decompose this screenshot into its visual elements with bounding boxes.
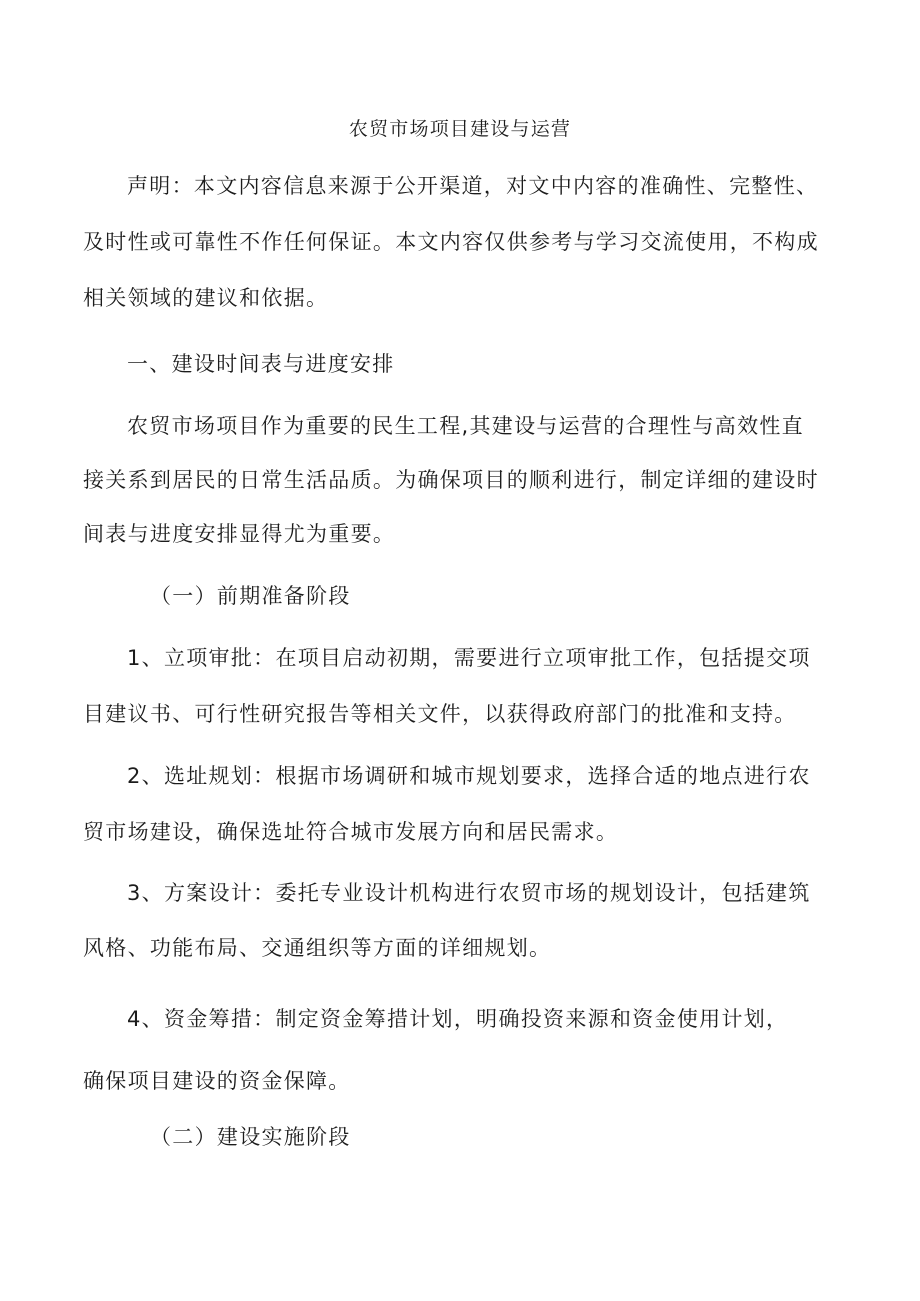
item-4-line-1: 4、资金筹措：制定资金筹措计划，明确投资来源和资金使用计划， [127, 1007, 789, 1031]
section-1-intro-line-2: 接关系到居民的日常生活品质。为确保项目的顺利进行，制定详细的建设时 [83, 468, 819, 492]
section-1-intro-line-1: 农贸市场项目作为重要的民生工程,其建设与运营的合理性与高效性直 [127, 414, 804, 438]
section-1-intro-line-3: 间表与进度安排显得尤为重要。 [83, 522, 396, 546]
item-2-line-1: 2、选址规划：根据市场调研和城市规划要求，选择合适的地点进行农 [127, 764, 811, 788]
section-1-heading: 一、建设时间表与进度安排 [127, 352, 395, 376]
disclaimer-line-3: 相关领域的建议和依据。 [83, 286, 329, 310]
disclaimer-line-2: 及时性或可靠性不作任何保证。本文内容仅供参考与学习交流使用，不构成 [83, 230, 819, 254]
disclaimer-line-1: 声明：本文内容信息来源于公开渠道，对文中内容的准确性、完整性、 [127, 174, 819, 198]
item-3-line-2: 风格、功能布局、交通组织等方面的详细规划。 [83, 936, 552, 960]
item-2-line-2: 贸市场建设，确保选址符合城市发展方向和居民需求。 [83, 820, 619, 844]
item-1-line-2: 目建议书、可行性研究报告等相关文件，以获得政府部门的批准和支持。 [83, 702, 797, 726]
item-4-line-2: 确保项目建设的资金保障。 [83, 1069, 351, 1093]
item-3-line-1: 3、方案设计：委托专业设计机构进行农贸市场的规划设计，包括建筑 [127, 881, 811, 905]
subsection-2-heading: （二）建设实施阶段 [150, 1125, 351, 1149]
item-1-line-1: 1、立项审批：在项目启动初期，需要进行立项审批工作，包括提交项 [127, 646, 811, 670]
subsection-1-heading: （一）前期准备阶段 [150, 584, 351, 608]
document-title: 农贸市场项目建设与运营 [348, 118, 572, 140]
